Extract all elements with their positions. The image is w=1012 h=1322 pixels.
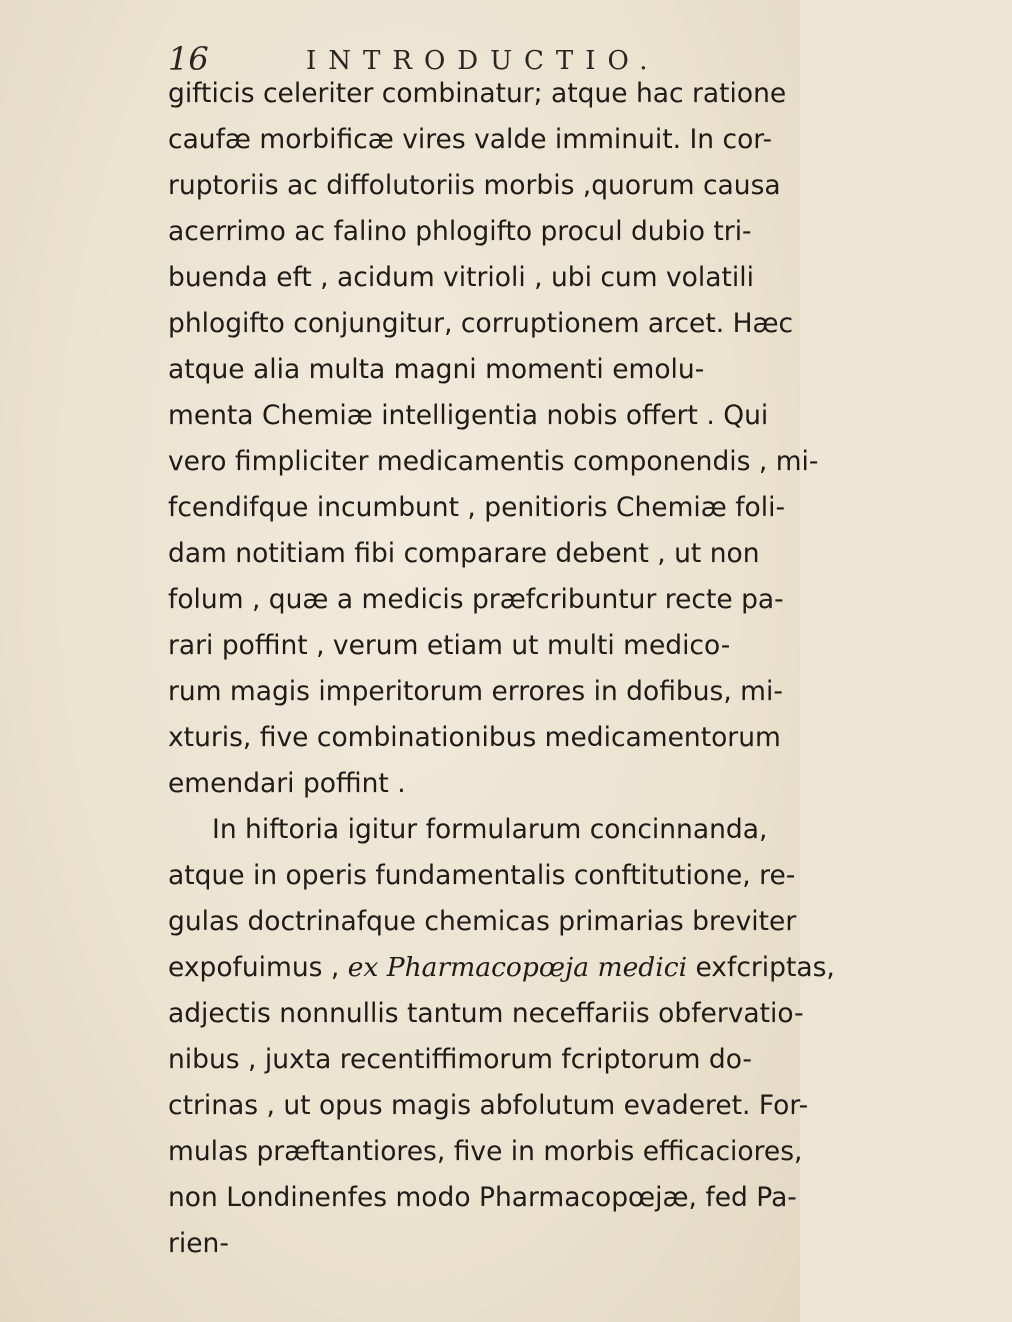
text-line: phlogifto conjungitur, corruptionem arcet. Hæc — [168, 308, 794, 339]
text-line-with-italic — [168, 952, 968, 983]
text-line: dam notitiam fibi comparare debent , ut non — [168, 538, 760, 569]
text-line: vero fimpliciter medicamentis componendis , mi- — [168, 446, 819, 477]
page-number: 16 — [168, 40, 209, 78]
text-line: buenda eft , acidum vitrioli , ubi cum volatili — [168, 262, 754, 293]
text-line: atque in operis fundamentalis conftitutione, re- — [168, 860, 796, 891]
italic-title: ex Pharmacopœja medici — [347, 952, 688, 983]
text-line: mulas præftantiores, five in morbis efficaciores, — [168, 1136, 803, 1167]
text-line: atque alia multa magni momenti emolu- — [168, 354, 705, 385]
text-line: emendari poffint . — [168, 768, 406, 799]
text-line: fcendifque incumbunt , penitioris Chemiæ foli- — [168, 492, 786, 523]
text-line: ruptoriis ac diffolutoriis morbis ,quorum causa — [168, 170, 781, 201]
text-line: ctrinas , ut opus magis abfolutum evaderet. For- — [168, 1090, 809, 1121]
text-line: caufæ morbificæ vires valde imminuit. In cor- — [168, 124, 773, 155]
text-line: nibus , juxta recentiffimorum fcriptorum do- — [168, 1044, 752, 1075]
text-line: rum magis imperitorum errores in dofibus, mi- — [168, 676, 783, 707]
paragraph-start-line: In hiftoria igitur formularum concinnanda, — [212, 814, 768, 845]
text-line: folum , quæ a medicis præfcribuntur recte pa- — [168, 584, 784, 615]
text-segment: expofuimus , — [168, 952, 348, 983]
text-line: adjectis nonnullis tantum neceffariis obfervatio- — [168, 998, 804, 1029]
text-line: acerrimo ac falino phlogifto procul dubio tri- — [168, 216, 752, 247]
text-line: gulas doctrinafque chemicas primarias breviter — [168, 906, 797, 937]
running-head-title: INTRODUCTIO. — [306, 46, 660, 76]
text-line: non Londinenfes modo Pharmacopœjæ, fed Pa- — [168, 1182, 797, 1213]
text-segment: exfcriptas, — [687, 952, 835, 983]
text-line: gifticis celeriter combinatur; atque hac ratione — [168, 78, 787, 109]
text-line: menta Chemiæ intelligentia nobis offert . Qui — [168, 400, 769, 431]
catchword: rien- — [168, 1228, 229, 1259]
text-line: xturis, five combinationibus medicamentorum — [168, 722, 781, 753]
text-line: rari poffint , verum etiam ut multi medico- — [168, 630, 731, 661]
